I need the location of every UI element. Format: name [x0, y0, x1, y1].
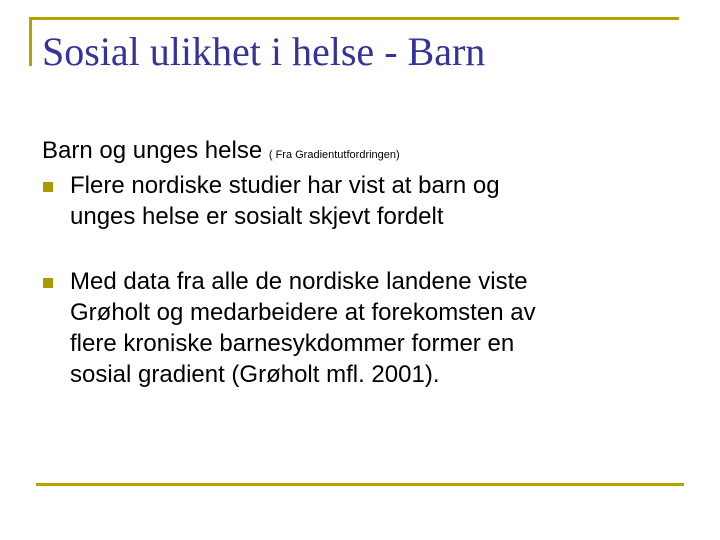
bullet-1-line-2: unges helse er sosialt skjevt fordelt: [70, 203, 444, 230]
slide-body: [42, 136, 682, 390]
bullet-item-2: [42, 266, 670, 390]
slide-title: Sosial ulikhet i helse - Barn: [42, 29, 486, 74]
bottom-rule: [36, 483, 684, 486]
bullet-2-line-1: Med data fra alle de nordiske landene viste: [70, 268, 528, 295]
title-left-rule: [29, 17, 32, 66]
bullet-1-line-1: Flere nordiske studier har vist at barn og: [70, 172, 500, 199]
bullet-2-line-2: Grøholt og medarbeidere at forekomsten av: [70, 299, 536, 326]
title-top-rule: [29, 17, 679, 20]
bullet-item-1: [42, 170, 670, 232]
subheading-text: Barn og unges helse: [42, 137, 263, 164]
square-bullet-icon: [43, 278, 53, 288]
subheading-source: ( Fra Gradientutfordringen): [268, 149, 400, 161]
subheading: [42, 136, 682, 170]
square-bullet-icon: [43, 182, 53, 192]
bullet-2-line-4: sosial gradient (Grøholt mfl. 2001).: [70, 361, 440, 388]
bullet-2-line-3: flere kroniske barnesykdommer former en: [70, 330, 515, 357]
